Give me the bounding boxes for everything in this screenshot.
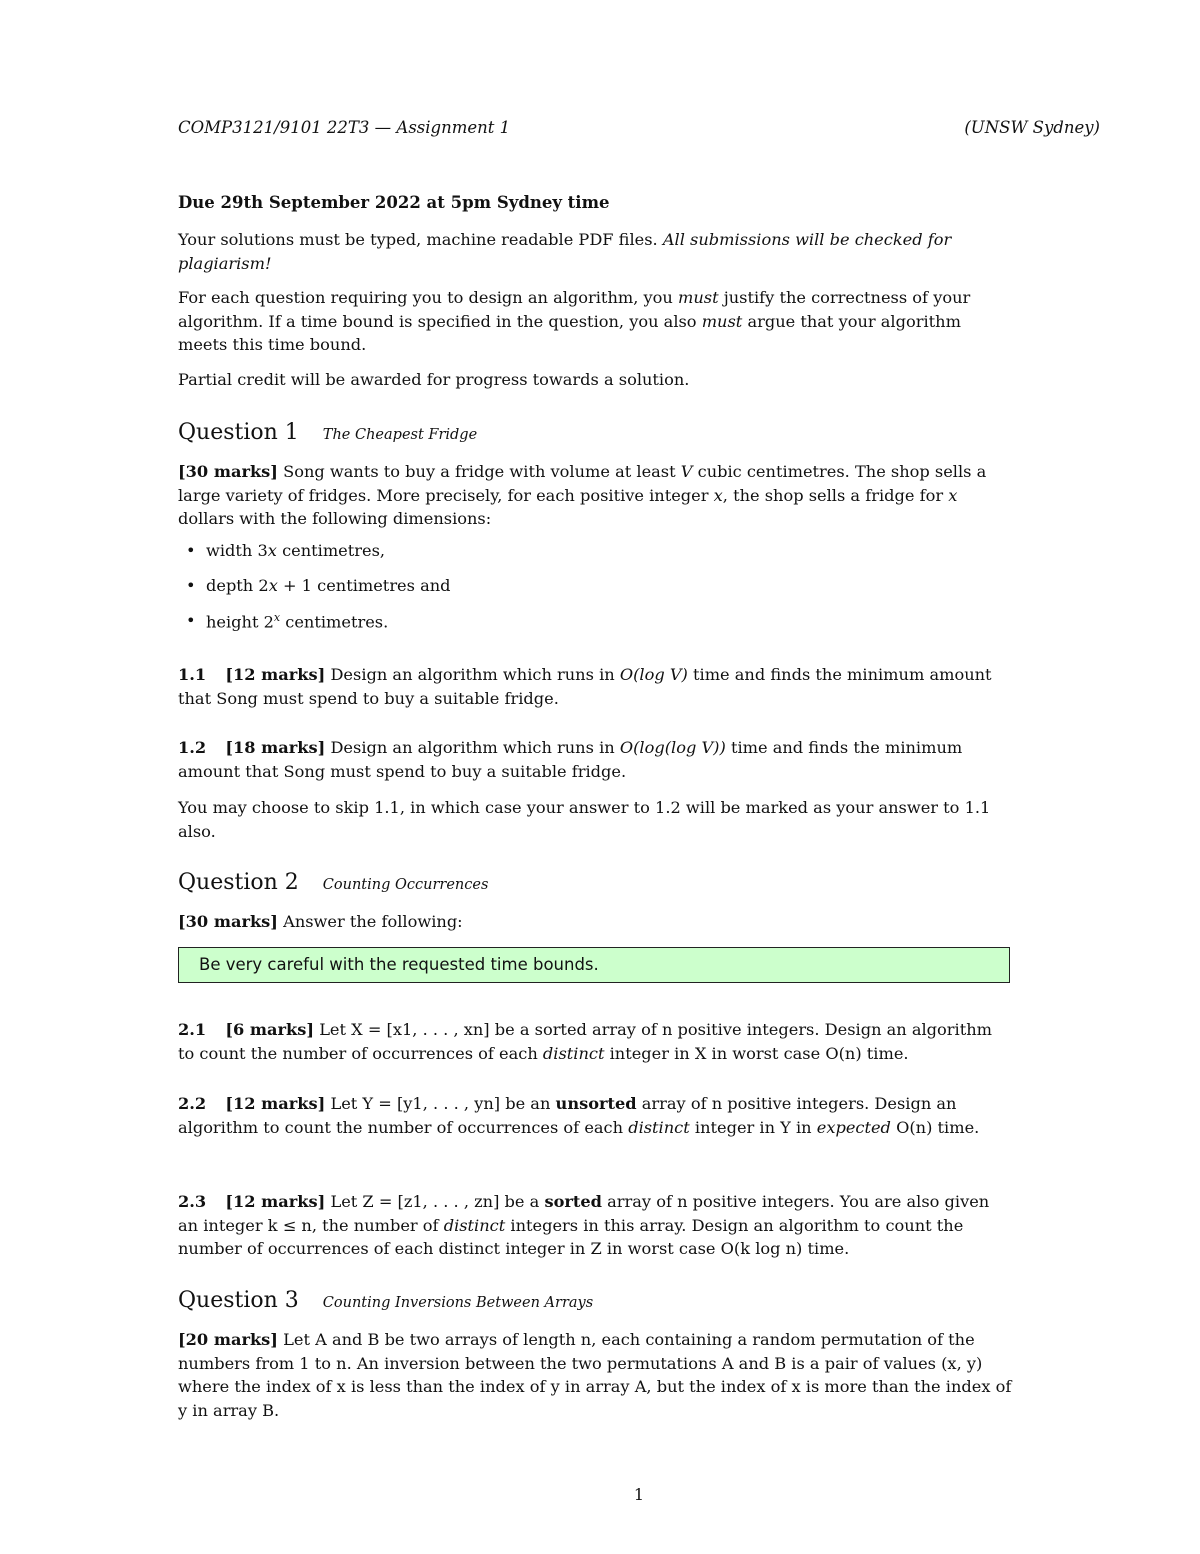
dim-depth-unit: + 1 centimetres and — [277, 576, 451, 595]
s21-text-b: integer in X in worst case O(n) time. — [609, 1043, 909, 1063]
intro-paragraph-3: Partial credit will be awarded for progress towards a solution. — [178, 370, 690, 389]
running-header — [178, 118, 1100, 142]
time-bound: O(log(log V)) — [619, 738, 726, 757]
question-2-marks: [30 marks] — [178, 912, 278, 931]
must-emphasis-1: must — [677, 288, 719, 307]
expected-emphasis: expected — [816, 1117, 891, 1137]
question-1-title: The Cheapest Fridge — [322, 427, 478, 443]
var-x: x — [713, 485, 723, 505]
dim-height-unit: centimetres. — [280, 612, 389, 632]
question-3-marks: [20 marks] — [178, 1330, 278, 1349]
q1-text-d: dollars with the following dimensions: — [178, 509, 492, 528]
intro-paragraph-1 — [178, 228, 1012, 275]
skip-note: You may choose to skip 1.1, in which case your answer to 1.2 will be marked as your answer to 1.1 also. — [178, 798, 991, 841]
q1-text-c: , the shop sells a fridge for — [722, 485, 944, 505]
s22-text-c: integer in Y in — [694, 1117, 812, 1137]
subquestion-marks: [12 marks] — [225, 665, 326, 684]
subquestion-2-2 — [178, 1092, 1012, 1139]
question-2-intro — [178, 910, 1012, 934]
plagiarism-warning: All submissions will be checked for plagiarism! — [178, 230, 952, 273]
distinct-emphasis: distinct — [443, 1215, 506, 1235]
s23-text-c: integers in this array. Design an algorithm to count the number of occurrences of each distinct integer in Z in worst case O(k log n) time. — [178, 1215, 964, 1258]
q1-text-a: Song wants to buy a fridge with volume at least — [283, 462, 676, 481]
page-number: 1 — [633, 1485, 645, 1504]
s21-text-a: Let X = [x1, . . . , xn] be a sorted array of n positive integers. Design an algorithm to count the number of occurrences of each — [178, 1020, 992, 1063]
subquestion-marks: [12 marks] — [225, 1192, 326, 1211]
s11-text-b: time and finds the minimum amount that Song must spend to buy a suitable fridge. — [178, 665, 992, 708]
intro-p2-text-a: For each question requiring you to design an algorithm, you — [178, 288, 673, 307]
subquestion-number: 1.1 — [178, 665, 207, 684]
dim-depth: depth 2 — [206, 576, 269, 595]
list-item: • depth 2x + 1 centimetres and — [206, 576, 451, 595]
q2-intro-text: Answer the following: — [283, 912, 463, 931]
intro-paragraph-2 — [178, 286, 1012, 357]
question-3-heading — [178, 1288, 593, 1313]
subquestion-2-3 — [178, 1190, 1012, 1261]
sorted-emphasis: sorted — [544, 1192, 602, 1211]
q3-text: Let A and B be two arrays of length n, each containing a random permutation of the numbers from 1 to n. An inversion between the two permutations A and B is a pair of values (x, y) where the index of x is less than the index of y in array A, but the index of x is more than the index of y in array B. — [178, 1330, 1012, 1420]
var-x: x — [948, 485, 958, 505]
subquestion-1-2 — [178, 736, 1012, 783]
s23-text-a: Let Z = [z1, . . . , zn] be a — [330, 1192, 540, 1211]
s12-text-a: Design an algorithm which runs in — [330, 738, 615, 757]
list-item: • width 3x centimetres, — [206, 541, 385, 560]
intro-p2-text-b: justify the correctness of your algorithm. If a time bound is specified in the question, you also — [178, 288, 971, 331]
dim-width: width 3 — [206, 541, 268, 560]
s23-text-b: array of n positive integers. You are also given an integer k ≤ n, the number of — [178, 1192, 990, 1235]
subquestion-1-1 — [178, 663, 1012, 710]
s12-text-b: time and finds the minimum amount that Song must spend to buy a suitable fridge. — [178, 738, 963, 781]
course-header: COMP3121/9101 22T3 — Assignment 1 — [178, 118, 511, 137]
time-bound-warning-box: Be very careful with the requested time bounds. — [178, 947, 1010, 983]
s11-text-a: Design an algorithm which runs in — [330, 665, 615, 684]
s22-text-d: O(n) time. — [896, 1117, 980, 1137]
unsorted-emphasis: unsorted — [555, 1094, 637, 1113]
question-1-label: Question 1 — [178, 420, 299, 445]
distinct-emphasis: distinct — [542, 1043, 605, 1063]
question-2-label: Question 2 — [178, 870, 299, 895]
question-1-text — [178, 460, 1012, 531]
subquestion-marks: [6 marks] — [225, 1020, 315, 1039]
question-1-marks: [30 marks] — [178, 462, 278, 481]
question-2-heading — [178, 870, 488, 895]
subquestion-number: 2.2 — [178, 1094, 207, 1113]
subquestion-marks: [18 marks] — [225, 738, 326, 757]
question-1-heading — [178, 420, 477, 445]
q1-text-b: cubic centimetres. The shop sells a large variety of fridges. More precisely, for each positive integer — [178, 462, 987, 505]
s22-text-b: array of n positive integers. Design an algorithm to count the number of occurrences of each — [178, 1094, 957, 1137]
subquestion-2-1 — [178, 1018, 1012, 1065]
university-header: (UNSW Sydney) — [964, 118, 1100, 137]
must-emphasis-2: must — [701, 311, 743, 331]
subquestion-number: 1.2 — [178, 738, 207, 757]
subquestion-marks: [12 marks] — [225, 1094, 326, 1113]
list-item: • height 2$^x$ centimetres. — [206, 611, 388, 631]
question-3-title: Counting Inversions Between Arrays — [322, 1295, 594, 1311]
dim-height: height 2 — [206, 612, 274, 632]
subquestion-number: 2.3 — [178, 1192, 207, 1211]
intro-p1-text: Your solutions must be typed, machine readable PDF files. — [178, 230, 658, 249]
time-bound: O(log V) — [619, 665, 688, 684]
subquestion-number: 2.1 — [178, 1020, 207, 1039]
question-2-title: Counting Occurrences — [322, 877, 489, 893]
dim-width-unit: centimetres, — [276, 541, 386, 560]
due-date: Due 29th September 2022 at 5pm Sydney time — [178, 193, 610, 212]
var-V: V — [680, 462, 693, 481]
question-3-label: Question 3 — [178, 1288, 299, 1313]
s22-text-a: Let Y = [y1, . . . , yn] be an — [330, 1094, 551, 1113]
intro-p2-text-c: argue that your algorithm meets this time bound. — [178, 311, 961, 354]
distinct-emphasis: distinct — [628, 1117, 690, 1137]
question-3-text — [178, 1328, 1012, 1422]
